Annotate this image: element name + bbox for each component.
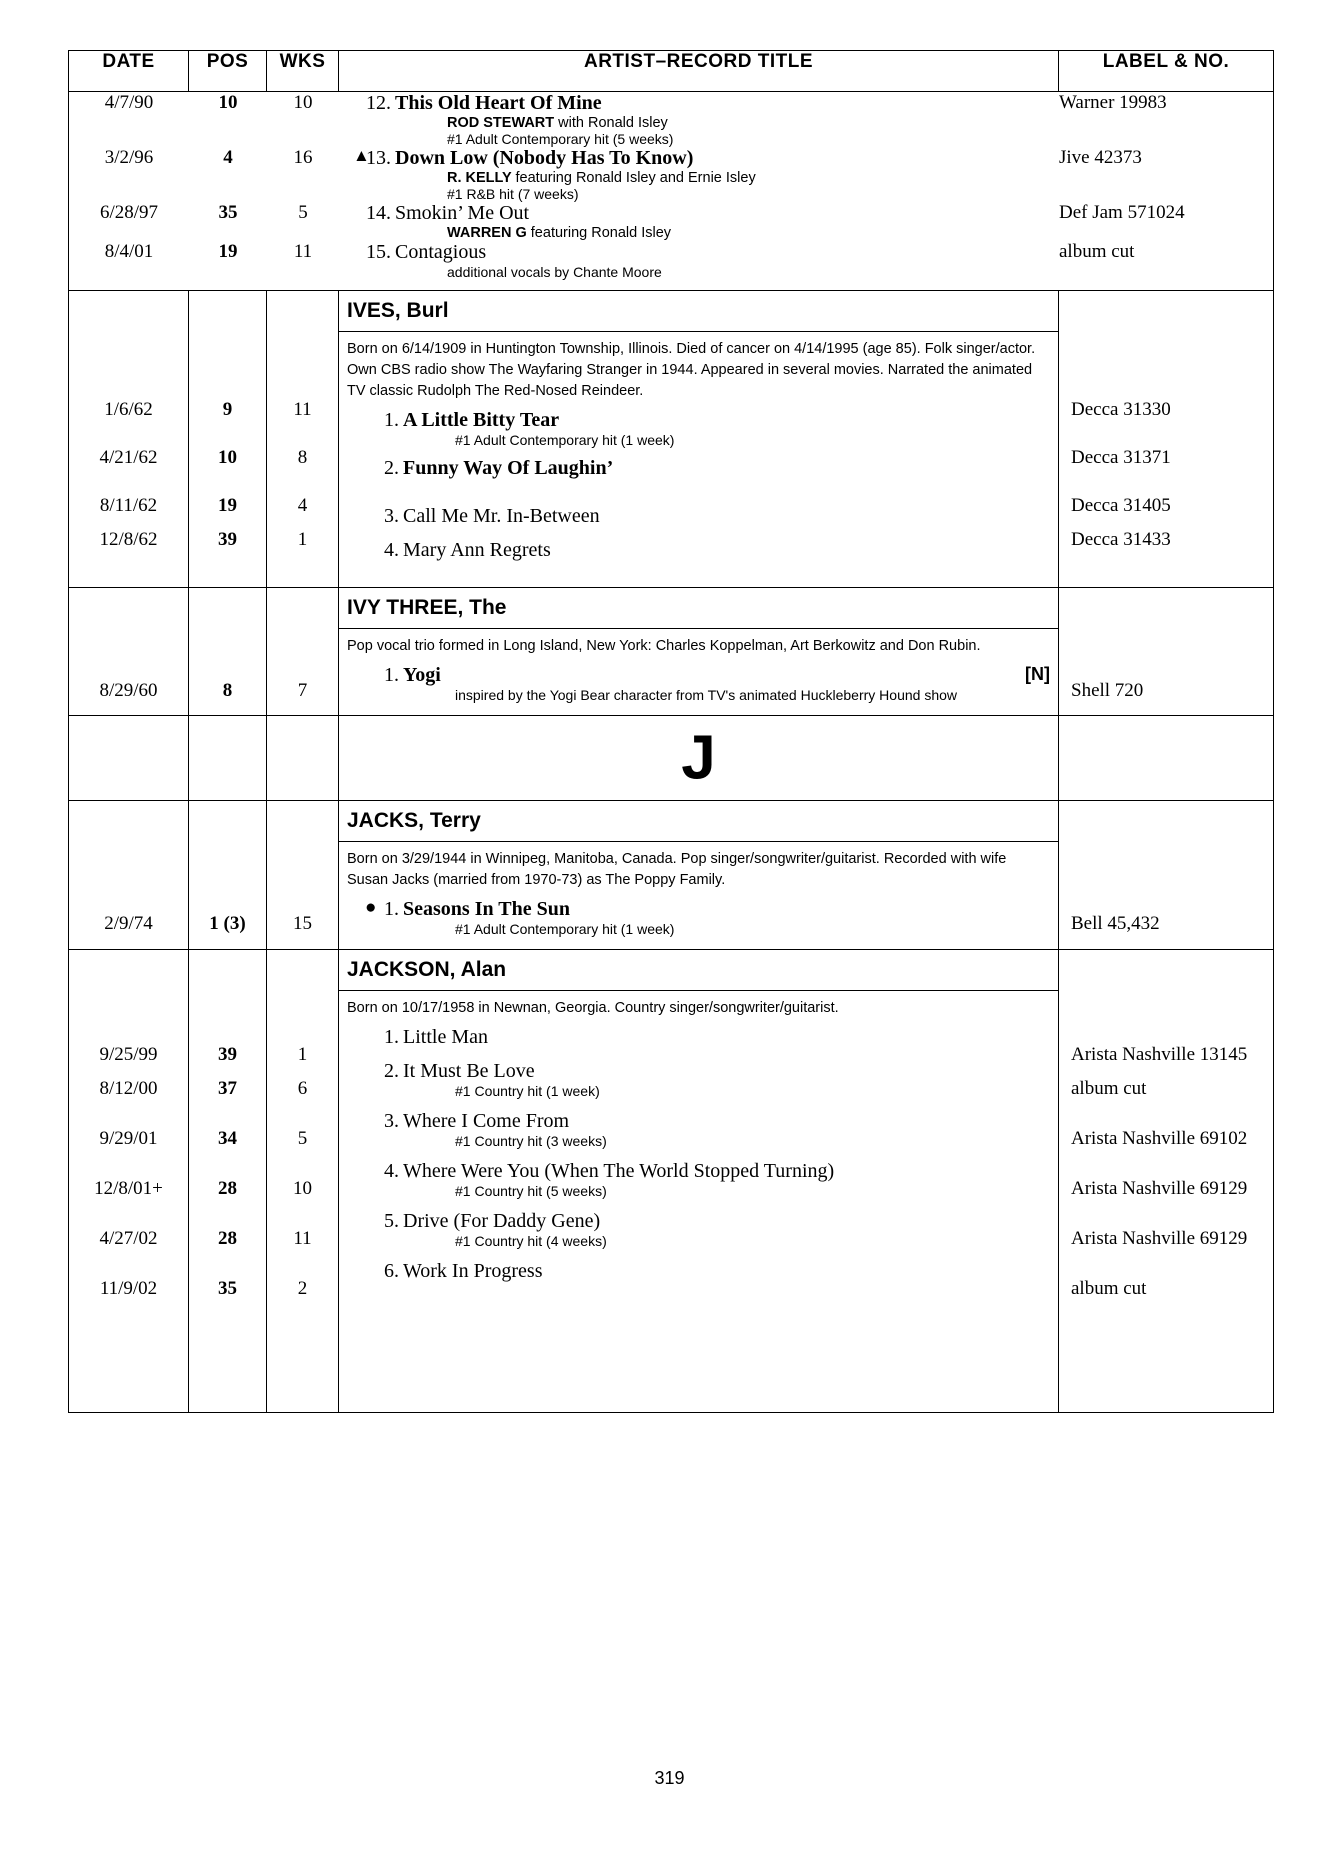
entry — [339, 92, 1059, 115]
song-title: It Must Be Love — [403, 1060, 535, 1083]
row-pos: 39 — [218, 1044, 237, 1066]
up-arrow-icon: ▲ — [353, 146, 370, 165]
entry — [347, 898, 1050, 921]
row-title-cell — [339, 92, 1059, 147]
entry-number: 14. — [366, 202, 391, 224]
table-header-row — [69, 51, 1274, 92]
entry-note: #1 Adult Contemporary hit (1 week) — [455, 432, 675, 449]
entry-number: 3. — [384, 1110, 399, 1133]
song-title: Little Man — [403, 1026, 488, 1049]
song-title: Yogi — [403, 664, 441, 687]
row-title-cell — [339, 1060, 1058, 1110]
row-label: album cut — [1071, 1078, 1147, 1100]
entry-number: 1. — [384, 1026, 399, 1049]
row-title-cell — [339, 241, 1059, 280]
row-wks: 1 — [297, 1044, 308, 1066]
entry-number: 5. — [384, 1210, 399, 1233]
row-wks: 10 — [293, 1178, 312, 1200]
row-label: Def Jam 571024 — [1059, 202, 1185, 223]
row-title-cell — [339, 409, 1058, 457]
row-label: Arista Nashville 69129 — [1071, 1228, 1248, 1250]
row-label: Decca 31405 — [1071, 495, 1171, 516]
row-label: Arista Nashville 69102 — [1071, 1128, 1248, 1150]
table-row — [69, 241, 1274, 280]
entry-number: 6. — [384, 1260, 399, 1283]
entry-number: 4. — [384, 1160, 399, 1183]
row-title-cell — [339, 147, 1059, 202]
entry — [347, 1026, 1050, 1049]
artist-credit — [339, 115, 1059, 131]
entry-number: 12. — [366, 92, 391, 114]
row-label: Arista Nashville 13145 — [1071, 1044, 1248, 1066]
artist-bio: Born on 10/17/1958 in Newnan, Georgia. Country singer/songwriter/guitarist. — [347, 1000, 839, 1017]
header-title: ARTIST–RECORD TITLE — [339, 51, 1059, 92]
header-date: DATE — [69, 51, 189, 92]
section-ivy-three — [69, 588, 1274, 716]
row-pos: 39 — [218, 529, 237, 550]
entry — [339, 202, 1059, 225]
entry — [339, 147, 1059, 170]
row-wks: 8 — [297, 447, 308, 468]
row-wks: 5 — [298, 202, 308, 223]
row-wks: 6 — [297, 1078, 308, 1100]
section-isley-continued — [69, 92, 1274, 291]
row-date: 9/29/01 — [99, 1128, 158, 1150]
table-row — [69, 202, 1274, 241]
entry — [347, 664, 1050, 687]
novelty-tag: [N] — [1025, 664, 1050, 685]
row-date: 6/28/97 — [99, 202, 159, 223]
row-date: 12/8/01+ — [94, 1178, 163, 1200]
entry — [347, 1210, 1050, 1233]
section-jacks-terry — [69, 801, 1274, 950]
row-date: 4/7/90 — [104, 92, 154, 113]
entry — [347, 1160, 1050, 1183]
row-label: Warner 19983 — [1059, 92, 1167, 113]
row-date: 8/29/60 — [99, 680, 158, 702]
row-date: 3/2/96 — [104, 147, 154, 168]
song-title: Down Low (Nobody Has To Know) — [395, 147, 694, 169]
row-wks: 11 — [293, 399, 312, 420]
row-pos: 28 — [218, 1228, 237, 1250]
row-label: album cut — [1059, 241, 1135, 262]
row-wks: 15 — [293, 913, 312, 935]
artist-section-heading: JACKS, Terry — [339, 801, 1058, 842]
song-title: Seasons In The Sun — [403, 898, 570, 921]
row-title-cell — [339, 898, 1058, 937]
entry — [347, 1260, 1050, 1283]
artist-section-heading: IVY THREE, The — [339, 588, 1058, 629]
row-pos: 1 (3) — [209, 913, 246, 935]
row-date: 12/8/62 — [99, 529, 158, 550]
artist-name: WARREN G — [447, 225, 527, 241]
entry-number: 15. — [366, 241, 391, 263]
row-label: Decca 31371 — [1071, 447, 1171, 468]
artist-section-heading: IVES, Burl — [339, 291, 1058, 332]
row-title-cell — [339, 202, 1059, 241]
row-date: 8/11/62 — [99, 495, 158, 516]
row-label: album cut — [1071, 1278, 1147, 1300]
row-wks: 2 — [297, 1278, 308, 1300]
entry-note: #1 Adult Contemporary hit (5 weeks) — [447, 131, 674, 147]
entry-number: 2. — [384, 457, 399, 480]
row-pos: 28 — [218, 1178, 237, 1200]
row-wks: 10 — [293, 92, 313, 113]
row-label: Decca 31433 — [1071, 529, 1171, 550]
entry-note: inspired by the Yogi Bear character from TV's animated Huckleberry Hound show — [455, 687, 958, 704]
artist-name: ROD STEWART — [447, 115, 555, 131]
row-date: 8/12/00 — [99, 1078, 158, 1100]
song-title: Where Were You (When The World Stopped Turning) — [403, 1160, 835, 1183]
row-pos: 4 — [223, 147, 233, 168]
song-title: Mary Ann Regrets — [403, 539, 551, 562]
row-pos: 34 — [218, 1128, 237, 1150]
row-wks: 1 — [297, 529, 308, 550]
table-row — [69, 92, 1274, 147]
entry-number: 1. — [384, 664, 399, 687]
row-pos: 19 — [218, 241, 238, 262]
row-title-cell — [339, 1110, 1058, 1160]
row-wks: 4 — [297, 495, 308, 516]
row-label: Shell 720 — [1071, 680, 1144, 702]
artist-credit — [339, 225, 1059, 241]
entry — [347, 505, 1050, 528]
entry-note: #1 R&B hit (7 weeks) — [447, 186, 579, 202]
entry — [347, 409, 1050, 432]
row-title-cell — [339, 1160, 1058, 1210]
artist-section-heading: JACKSON, Alan — [339, 950, 1058, 991]
row-wks: 7 — [297, 680, 308, 702]
entry-note: #1 Country hit (3 weeks) — [455, 1133, 607, 1150]
entry — [339, 241, 1059, 264]
entry — [347, 1060, 1050, 1083]
artist-bio: Born on 3/29/1944 in Winnipeg, Manitoba, Canada. Pop singer/songwriter/guitarist. Recorded with wife Susan Jacks (married from 1970-73) as The Poppy Family. — [347, 851, 1007, 889]
section-jackson-alan — [69, 950, 1274, 1413]
entry-number: 3. — [384, 505, 399, 528]
letter-divider-j: J — [681, 723, 716, 793]
artist-credit — [339, 170, 1059, 186]
row-wks: 11 — [293, 241, 313, 262]
entry-number: 13. — [366, 147, 391, 169]
artist-suffix: featuring Ronald Isley — [530, 225, 672, 241]
entry-number: 1. — [384, 409, 399, 432]
row-pos: 9 — [222, 399, 233, 420]
artist-suffix: with Ronald Isley — [558, 115, 668, 131]
song-title: Call Me Mr. In-Between — [403, 505, 600, 528]
artist-suffix: featuring Ronald Isley and Ernie Isley — [515, 170, 756, 186]
row-date: 9/25/99 — [99, 1044, 158, 1066]
song-title: Where I Come From — [403, 1110, 570, 1133]
song-title: This Old Heart Of Mine — [395, 92, 602, 114]
artist-bio: Born on 6/14/1909 in Huntington Township, Illinois. Died of cancer on 4/14/1995 (age 85). Folk singer/actor. Own CBS radio show The Wayfaring Stranger in 1944. Appeared in several movies. Narrated the animated TV classic Rudolph The Red-Nosed Reindeer. — [347, 341, 1036, 400]
row-date: 2/9/74 — [104, 913, 153, 935]
entry-note: #1 Country hit (1 week) — [455, 1083, 600, 1100]
row-title-cell — [339, 1026, 1058, 1060]
gold-record-icon: ● — [365, 897, 377, 919]
row-label: Arista Nashville 69129 — [1071, 1178, 1248, 1200]
entry-number: 2. — [384, 1060, 399, 1083]
entry-number: 1. — [384, 898, 399, 921]
row-date: 1/6/62 — [104, 399, 153, 420]
section-ives-burl — [69, 291, 1274, 588]
row-wks: 11 — [293, 1228, 312, 1250]
row-pos: 8 — [222, 680, 233, 702]
song-title: Drive (For Daddy Gene) — [403, 1210, 601, 1233]
row-title-cell — [339, 664, 1058, 703]
header-pos: POS — [189, 51, 267, 92]
header-label: LABEL & NO. — [1059, 51, 1274, 92]
table-row — [69, 147, 1274, 202]
entry-number: 4. — [384, 539, 399, 562]
row-pos: 10 — [218, 447, 237, 468]
row-title-cell — [339, 1210, 1058, 1260]
song-title: A Little Bitty Tear — [403, 409, 560, 432]
chart-listing-table — [68, 50, 1273, 1413]
row-title-cell — [339, 457, 1058, 505]
entry — [347, 457, 1050, 480]
row-wks: 5 — [297, 1128, 308, 1150]
row-date: 11/9/02 — [99, 1278, 158, 1300]
song-title: Funny Way Of Laughin’ — [403, 457, 614, 480]
page-number: 319 — [654, 1768, 685, 1788]
row-title-cell — [339, 1260, 1058, 1294]
row-date: 8/4/01 — [104, 241, 154, 262]
artist-bio: Pop vocal trio formed in Long Island, New York: Charles Koppelman, Art Berkowitz and Don Rubin. — [347, 638, 981, 655]
entry — [347, 539, 1050, 562]
row-date: 4/21/62 — [99, 447, 158, 468]
song-title: Smokin’ Me Out — [395, 202, 530, 224]
entry-note: additional vocals by Chante Moore — [447, 264, 662, 280]
song-title: Work In Progress — [403, 1260, 543, 1283]
row-pos: 19 — [218, 495, 237, 516]
row-date: 4/27/02 — [99, 1228, 158, 1250]
entry-note: #1 Country hit (5 weeks) — [455, 1183, 607, 1200]
letter-divider-row — [69, 716, 1274, 801]
row-pos: 37 — [218, 1078, 237, 1100]
row-label: Jive 42373 — [1059, 147, 1142, 168]
row-pos: 35 — [218, 202, 238, 223]
entry — [347, 1110, 1050, 1133]
entry-note: #1 Adult Contemporary hit (1 week) — [455, 921, 675, 938]
row-title-cell — [339, 505, 1058, 539]
row-pos: 35 — [218, 1278, 237, 1300]
row-label: Decca 31330 — [1071, 399, 1171, 420]
row-wks: 16 — [293, 147, 313, 168]
row-label: Bell 45,432 — [1071, 913, 1160, 935]
song-title: Contagious — [395, 241, 487, 263]
entry-note: #1 Country hit (4 weeks) — [455, 1233, 607, 1250]
row-title-cell — [339, 539, 1058, 573]
row-pos: 10 — [218, 92, 238, 113]
artist-name: R. KELLY — [447, 170, 512, 186]
header-wks: WKS — [267, 51, 339, 92]
